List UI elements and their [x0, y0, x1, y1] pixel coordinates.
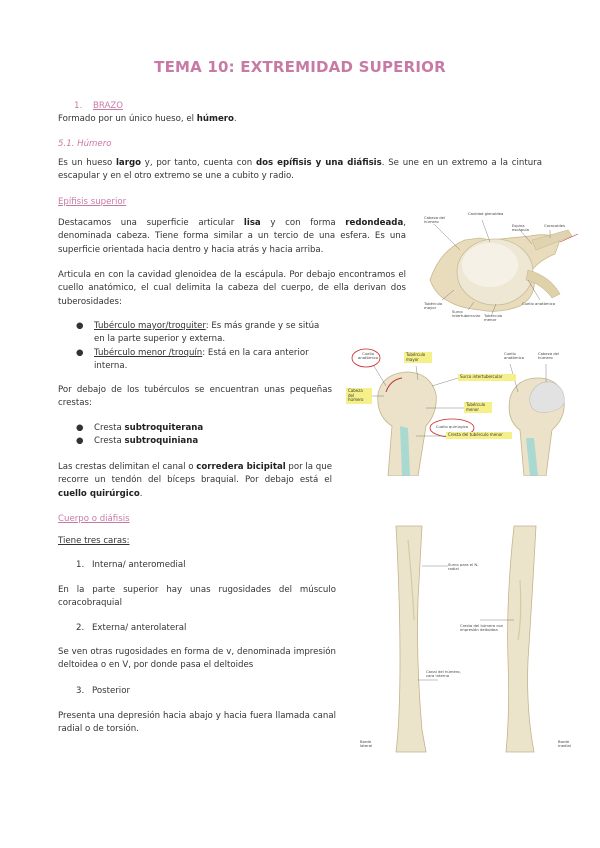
figure-shoulder-joint [420, 210, 580, 323]
label-canal: Canal del húmero, cara interna [426, 669, 461, 679]
label-borde-lateral: Borde lateral [360, 739, 373, 749]
epifisis-paragraph-1: Destacamos una superficie articular lisa y con forma redondeada, denominada cabeza. Tiene forma similar a un tercio de una esfera. Es una superficie orientada hacia dentro y hacia atrás y hacia arriba. [58, 218, 406, 255]
label-cresta-hl: Cresta del tubérculo menor [446, 432, 512, 439]
label-cabeza-hl: Cabeza del húmero [346, 388, 372, 404]
list-item: ● Cresta subtroquiniana [76, 436, 199, 447]
label-cuello-anatomico: Cuello anatómico [522, 301, 556, 306]
subsection-humero: 5.1. Húmero [58, 139, 112, 149]
heading-epifisis-superior[interactable]: Epífisis superior [58, 197, 127, 207]
label-tuberculo-mayor-hl: Tubérculo mayor [404, 352, 432, 363]
caras-heading: Tiene tres caras: [58, 536, 130, 546]
section-label[interactable]: BRAZO [92, 101, 123, 111]
label-borde-medial: Borde medial [558, 739, 571, 749]
cara-2-title: 2. Externa/ anterolateral [76, 623, 187, 633]
label-tuberculo-menor: Tubérculo menor [484, 313, 503, 323]
crestas-intro: Por debajo de los tubérculos se encuentran unas pequeñas crestas: [58, 385, 332, 409]
crestas-description: Las crestas delimitan el canal o corredera bicipital por la que recorre un tendón del bíceps braquial. Por debajo está el cuello quirúrgico. [58, 462, 332, 499]
crestas-list [76, 422, 204, 449]
label-coracoides: Coracoides [544, 223, 566, 228]
label-cuello-quirurgico-circled: Cuello quirúrgico [435, 424, 469, 429]
heading-cuerpo-diafisis[interactable]: Cuerpo o diáfisis [58, 514, 130, 524]
figure-proximal-humerus [346, 346, 586, 476]
label-cuello-anatomico-right: Cuello anatómico [504, 351, 525, 361]
label-surco: Surco intertubercular [452, 309, 481, 319]
cara-3-description: Presenta una depresión hacia abajo y hacia fuera llamada canal radial o de torsión. [58, 711, 336, 735]
label-cabeza-right: Cabeza del húmero [538, 351, 560, 361]
section-number: 1. [74, 101, 83, 111]
label-tuberculo-mayor: Tubérculo mayor [424, 301, 443, 311]
list-item: ● Tubérculo mayor/troquiter: Es más grande y se sitúa en la parte superior y externa. [76, 321, 320, 345]
list-item: ● Tubérculo menor /troquín: Está en la cara anterior interna. [76, 347, 309, 372]
label-cabeza-humero: Cabeza del húmero [424, 215, 446, 225]
tuberculos-list [76, 320, 326, 374]
humero-description: Es un hueso largo y, por tanto, cuenta con dos epífisis y una diáfisis. Se une en un extremo a la cintura escapular y en el otro extremo se une a cubito y radio. [58, 158, 542, 182]
label-surco-radial: Surco para el N. radial [448, 562, 479, 572]
page-title: TEMA 10: EXTREMIDAD SUPERIOR [154, 58, 446, 76]
label-surco-hl: Surco intertubercular [458, 374, 516, 381]
list-item: ● Cresta subtroquiterana [76, 423, 204, 433]
cara-2-description: Se ven otras rugosidades en forma de v, denominada impresión deltoidea o en V, por donde pasa el deltoides [58, 647, 336, 671]
label-cuello-anatomico-circled: Cuello anatómico [357, 351, 379, 361]
label-tuberculo-menor-hl: Tubérculo menor [464, 402, 492, 413]
label-espina: Espina escápula [512, 223, 529, 233]
cara-3-title: 3. Posterior [76, 686, 130, 696]
cara-1-description: En la parte superior hay unas rugosidades del músculo coracobraquial [58, 585, 336, 609]
cara-1-title: 1. Interna/ anteromedial [76, 560, 186, 570]
humerus-shaft-illustration [356, 520, 586, 760]
epifisis-paragraph-2: Articula en con la cavidad glenoidea de la escápula. Por debajo encontramos el cuello anatómico, el cual delimita la cabeza del cuerpo, de ella derivan dos tuberosidades: [58, 270, 406, 307]
intro-text: Formado por un único hueso, el húmero. [58, 114, 237, 124]
section-heading-brazo [74, 100, 123, 113]
label-impresion-deltoidea: Cresta del húmero con impresión deltoidea [460, 623, 504, 633]
figure-humerus-shaft [356, 520, 586, 760]
label-cavidad: Cavidad glenoidea [468, 211, 504, 216]
